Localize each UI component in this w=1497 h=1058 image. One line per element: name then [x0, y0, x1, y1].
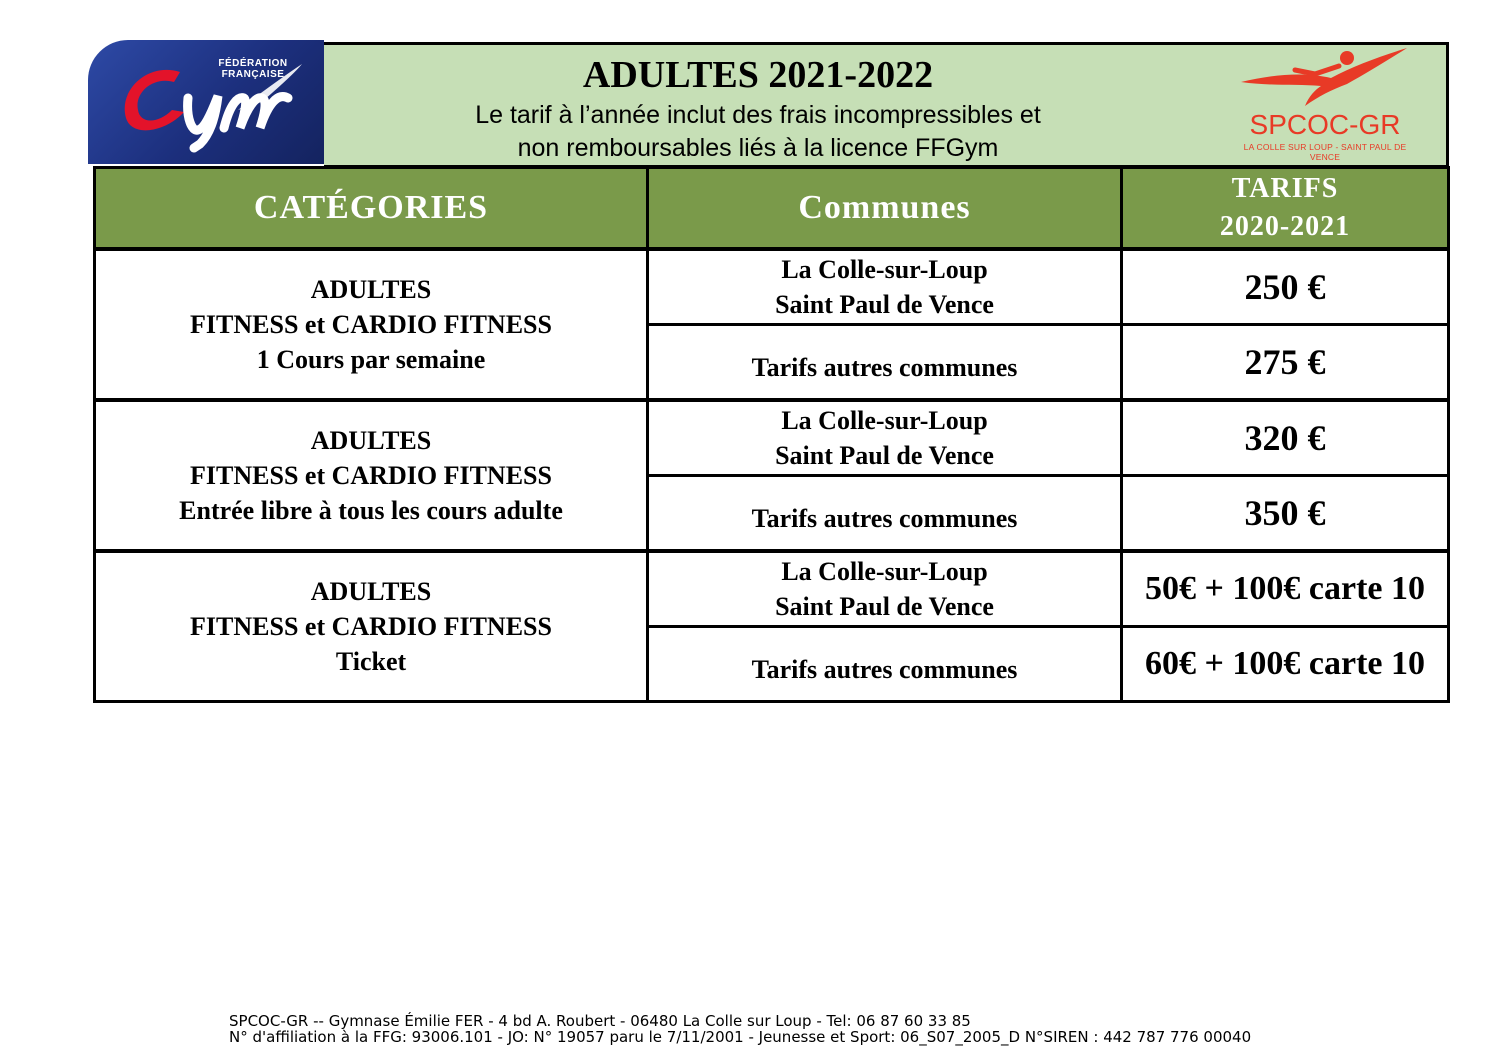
table-row — [95, 551, 1449, 627]
page-subtitle — [324, 99, 1192, 165]
gymnast-icon — [1235, 44, 1415, 110]
price-cell: 250 € — [1122, 249, 1449, 325]
commune-cell: Tarifs autres communes — [648, 627, 1122, 702]
commune-cell: La Colle-sur-Loup Saint Paul de Vence — [648, 400, 1122, 476]
page-title: ADULTES 2021-2022 — [582, 54, 934, 96]
ffgym-logo — [88, 40, 324, 164]
category-cell: ADULTES FITNESS et CARDIO FITNESS Ticket — [95, 551, 648, 702]
footer-line-2: N° d'affiliation à la FFG: 93006.101 - JO: N° 19057 paru le 7/11/2001 - Jeunesse et Sport: 06_S07_2005_D N°SIREN : 442 787 776 00040 — [229, 1028, 1252, 1046]
gym-logo-icon — [88, 40, 324, 164]
header-categories: CATÉGORIES — [95, 168, 648, 250]
price-cell: 275 € — [1122, 325, 1449, 401]
commune-cell: Tarifs autres communes — [648, 476, 1122, 552]
spcoc-name: SPCOC-GR — [1249, 109, 1401, 140]
category-cell: ADULTES FITNESS et CARDIO FITNESS 1 Cours par semaine — [95, 249, 648, 400]
commune-cell: La Colle-sur-Loup Saint Paul de Vence — [648, 551, 1122, 627]
table-row — [95, 400, 1449, 476]
table-row — [95, 249, 1449, 325]
subtitle-line-2: non remboursables liés à la licence FFGym — [517, 134, 999, 162]
footer-line-1: SPCOC-GR -- Gymnase Émilie FER - 4 bd A. Roubert - 06480 La Colle sur Loup - Tel: 06 87 60 33 85 — [229, 1012, 971, 1030]
category-cell: ADULTES FITNESS et CARDIO FITNESS Entrée libre à tous les cours adulte — [95, 400, 648, 551]
header-tarifs: TARIFS 2020-2021 — [1122, 168, 1449, 250]
subtitle-line-1: Le tarif à l’année inclut des frais incompressibles et — [475, 101, 1041, 129]
price-cell: 60€ + 100€ carte 10 — [1122, 627, 1449, 702]
header-communes: Communes — [648, 168, 1122, 250]
spcoc-gr-logo — [1235, 44, 1415, 160]
price-cell: 50€ + 100€ carte 10 — [1122, 551, 1449, 627]
page-footer — [229, 1013, 1429, 1045]
ffgym-lettering: FÉDÉRATION FRANÇAISE — [218, 58, 288, 80]
page-header — [88, 40, 1448, 166]
table-header-row — [95, 168, 1449, 250]
commune-cell: Tarifs autres communes — [648, 325, 1122, 401]
price-cell: 320 € — [1122, 400, 1449, 476]
commune-cell: La Colle-sur-Loup Saint Paul de Vence — [648, 249, 1122, 325]
price-table — [93, 166, 1450, 703]
price-cell: 350 € — [1122, 476, 1449, 552]
spcoc-tagline: LA COLLE SUR LOUP - SAINT PAUL DE VENCE — [1243, 142, 1407, 162]
